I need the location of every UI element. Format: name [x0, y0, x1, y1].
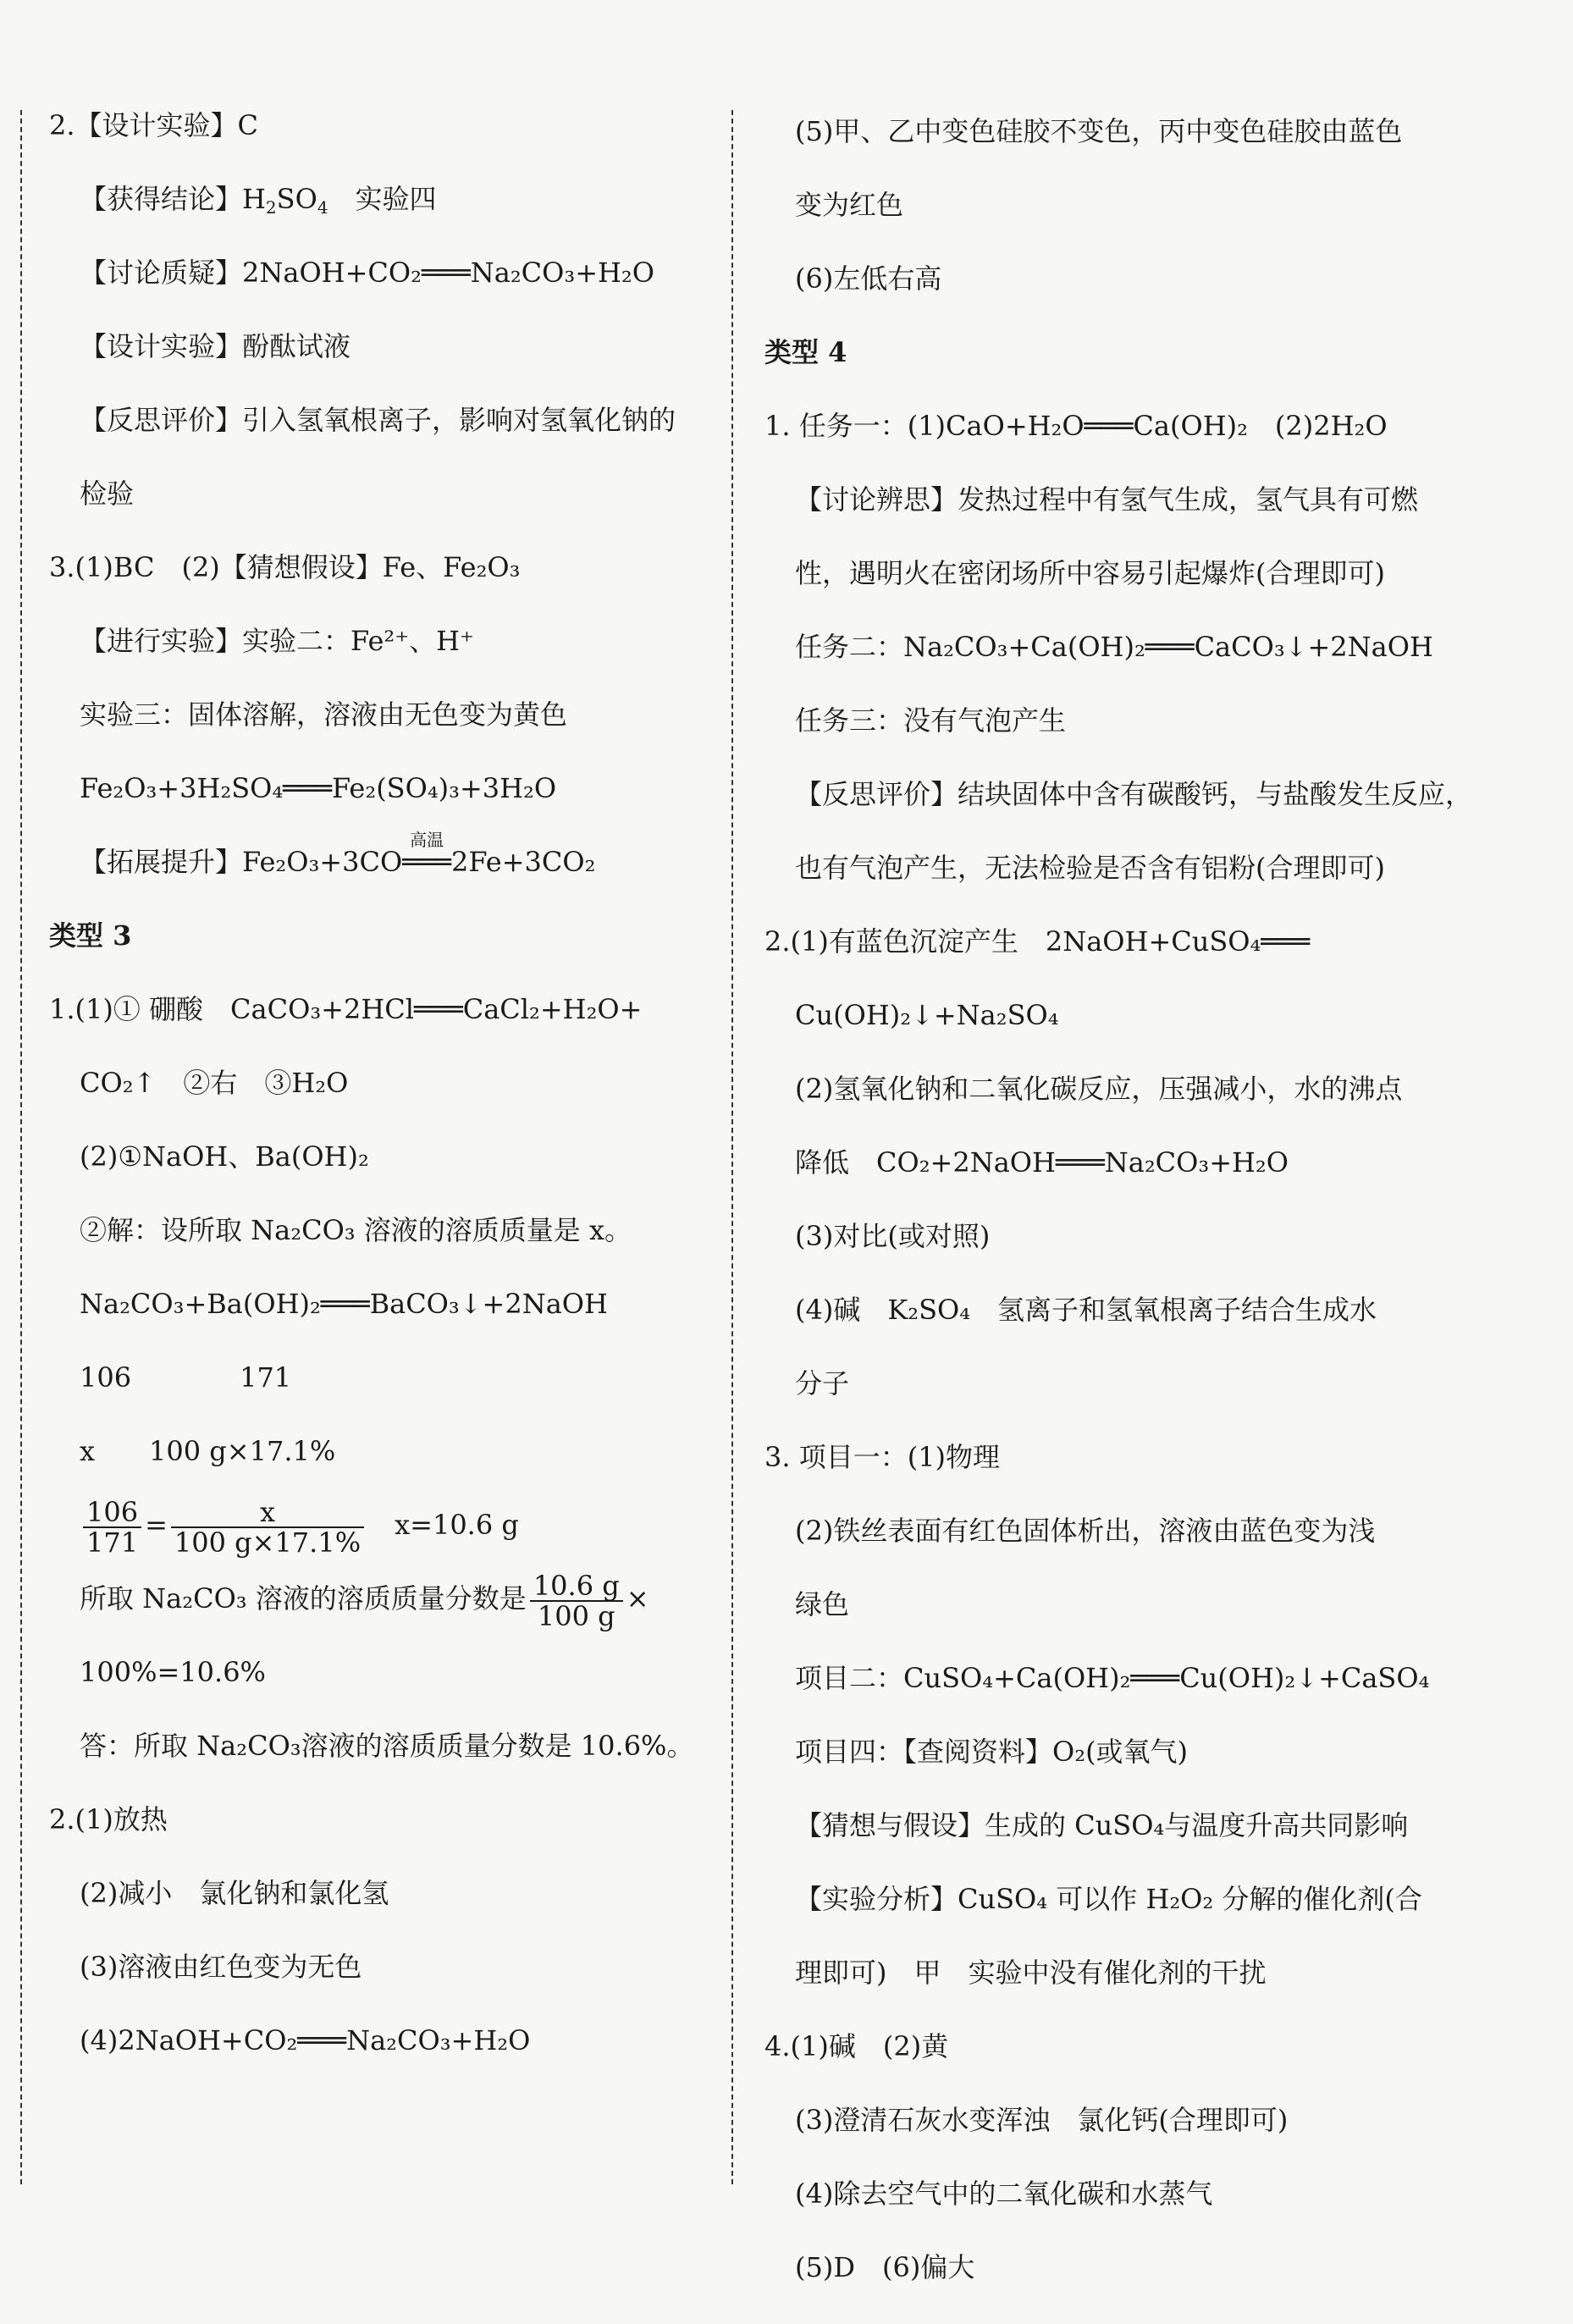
- text: 【获得结论】H: [80, 183, 266, 215]
- subscript: 4: [317, 197, 328, 218]
- answer-line: 任务三：没有气泡产生: [795, 704, 1067, 737]
- fraction: [83, 1495, 141, 1559]
- condition-arrow: [402, 830, 451, 879]
- answer-line: 2.(1)放热: [49, 1803, 168, 1835]
- denominator: 100 g: [537, 1599, 615, 1632]
- text: 所取 Na₂CO₃ 溶液的溶质质量分数是: [80, 1582, 527, 1615]
- numerator: 106: [83, 1498, 141, 1528]
- answer-line: 4.(1)碱 (2)黄: [764, 2030, 949, 2062]
- fraction-line: [49, 1565, 726, 1632]
- equation-line: Cu(OH)₂↓+Na₂SO₄: [795, 999, 1059, 1031]
- answer-line: (6)左低右高: [795, 262, 942, 295]
- answer-line: 也有气泡产生，无法检验是否含有铝粉(合理即可): [795, 852, 1385, 884]
- reaction-condition: 高温: [410, 830, 444, 850]
- answer-line: 【反思评价】结块固体中含有碳酸钙，与盐酸发生反应，: [795, 778, 1473, 810]
- text: x=10.6 g: [367, 1509, 519, 1541]
- text: ×: [626, 1582, 649, 1615]
- answer-line: ②解：设所取 Na₂CO₃ 溶液的溶质质量是 x。: [80, 1214, 632, 1246]
- equation-line: [49, 830, 726, 879]
- fraction: [171, 1495, 364, 1559]
- equation-line: 项目二：CuSO₄+Ca(OH)₂═══Cu(OH)₂↓+CaSO₄: [795, 1662, 1430, 1694]
- left-column: [49, 108, 726, 2097]
- text: SO: [276, 183, 317, 215]
- fraction: [530, 1571, 623, 1631]
- right-column: [764, 114, 1473, 2324]
- answer-line: (2)减小 氯化钠和氯化氢: [80, 1877, 389, 1909]
- section-heading: 类型 4: [764, 336, 847, 368]
- answer-line: 【讨论质疑】2NaOH+CO₂═══Na₂CO₃+H₂O: [80, 257, 654, 289]
- answer-line: (2)氢氧化钠和二氧化碳反应，压强减小，水的沸点: [795, 1073, 1403, 1105]
- answer-line: 1. 任务一：(1)CaO+H₂O═══Ca(OH)₂ (2)2H₂O: [764, 410, 1388, 442]
- text: 【拓展提升】Fe₂O₃+3CO: [80, 846, 403, 878]
- answer-line: [49, 182, 726, 216]
- answer-line: 【反思评价】引入氢氧根离子，影响对氢氧化钠的: [80, 404, 676, 436]
- answer-line: (5)甲、乙中变色硅胶不变色，丙中变色硅胶由蓝色: [795, 115, 1403, 147]
- answer-line: (2)①NaOH、Ba(OH)₂: [80, 1140, 369, 1173]
- answer-line: 项目四：【查阅资料】O₂(或氧气): [795, 1736, 1189, 1768]
- answer-line: 1.(1)① 硼酸 CaCO₃+2HCl═══CaCl₂+H₂O+: [49, 993, 643, 1025]
- answer-line: 性，遇明火在密闭场所中容易引起爆炸(合理即可): [795, 557, 1385, 589]
- text: 2Fe+3CO₂: [450, 846, 596, 878]
- answer-line: (3)溶液由红色变为无色: [80, 1951, 362, 1983]
- answer-line: (4)碱 K₂SO₄ 氢离子和氢氧根离子结合生成水: [795, 1294, 1377, 1326]
- answer-line: 106 171: [80, 1361, 292, 1394]
- answer-line: (5)D (6)偏大: [795, 2251, 975, 2283]
- answer-line: (3)对比(或对照): [795, 1220, 991, 1252]
- answer-line: 3.(1)BC (2)【猜想假设】Fe、Fe₂O₃: [49, 551, 521, 583]
- equals-sign: ═══: [402, 846, 451, 878]
- numerator: 10.6 g: [530, 1571, 623, 1602]
- text: 实验四: [328, 183, 437, 215]
- answer-line: 【实验分析】CuSO₄ 可以作 H₂O₂ 分解的催化剂(合: [795, 1883, 1422, 1915]
- answer-line: 【进行实验】实验二：Fe²⁺、H⁺: [80, 625, 474, 657]
- equals: =: [145, 1509, 168, 1541]
- fraction-line: [49, 1491, 726, 1559]
- answer-line: 检验: [80, 477, 135, 510]
- answer-line: 【讨论辨思】发热过程中有氢气生成，氢气具有可燃: [795, 483, 1419, 516]
- answer-line: 变为红色: [795, 189, 904, 221]
- answer-line: (3)澄清石灰水变浑浊 氯化钙(合理即可): [795, 2104, 1289, 2136]
- answer-line: 3. 项目一：(1)物理: [764, 1441, 1001, 1473]
- answer-line: 实验三：固体溶解，溶液由无色变为黄色: [80, 698, 568, 731]
- answer-line: 【猜想与假设】生成的 CuSO₄与温度升高共同影响: [795, 1809, 1409, 1841]
- subscript: 2: [265, 197, 277, 218]
- equation-line: 任务二：Na₂CO₃+Ca(OH)₂═══CaCO₃↓+2NaOH: [795, 631, 1433, 663]
- section-heading: 类型 3: [49, 919, 132, 952]
- denominator: 171: [86, 1526, 139, 1559]
- denominator: 100 g×17.1%: [174, 1526, 362, 1559]
- equation-line: Na₂CO₃+Ba(OH)₂═══BaCO₃↓+2NaOH: [80, 1288, 608, 1320]
- answer-line: (2)铁丝表面有红色固体析出，溶液由蓝色变为浅: [795, 1515, 1376, 1547]
- equation-line: (4)2NaOH+CO₂═══Na₂CO₃+H₂O: [80, 2024, 531, 2056]
- answer-line: (4)除去空气中的二氧化碳和水蒸气: [795, 2178, 1213, 2210]
- equation-line: 降低 CO₂+2NaOH═══Na₂CO₃+H₂O: [795, 1146, 1289, 1179]
- answer-line: 理即可) 甲 实验中没有催化剂的干扰: [795, 1957, 1267, 1989]
- answer-line: 分子: [795, 1367, 850, 1399]
- left-margin-rule: [20, 110, 22, 2184]
- answer-line: 答：所取 Na₂CO₃溶液的溶质质量分数是 10.6%。: [80, 1730, 694, 1762]
- numerator: x: [171, 1498, 364, 1528]
- answer-line: 【设计实验】酚酞试液: [80, 330, 351, 362]
- column-divider: [731, 110, 733, 2184]
- answer-line: CO₂↑ ②右 ③H₂O: [80, 1067, 349, 1099]
- answer-line: 2.【设计实验】C: [49, 109, 259, 141]
- answer-line: 100%=10.6%: [80, 1656, 266, 1688]
- answer-line: x 100 g×17.1%: [80, 1435, 336, 1467]
- equation-line: Fe₂O₃+3H₂SO₄═══Fe₂(SO₄)₃+3H₂O: [80, 772, 557, 804]
- answer-line: 绿色: [795, 1588, 850, 1620]
- answer-line: 2.(1)有蓝色沉淀产生 2NaOH+CuSO₄═══: [764, 925, 1311, 958]
